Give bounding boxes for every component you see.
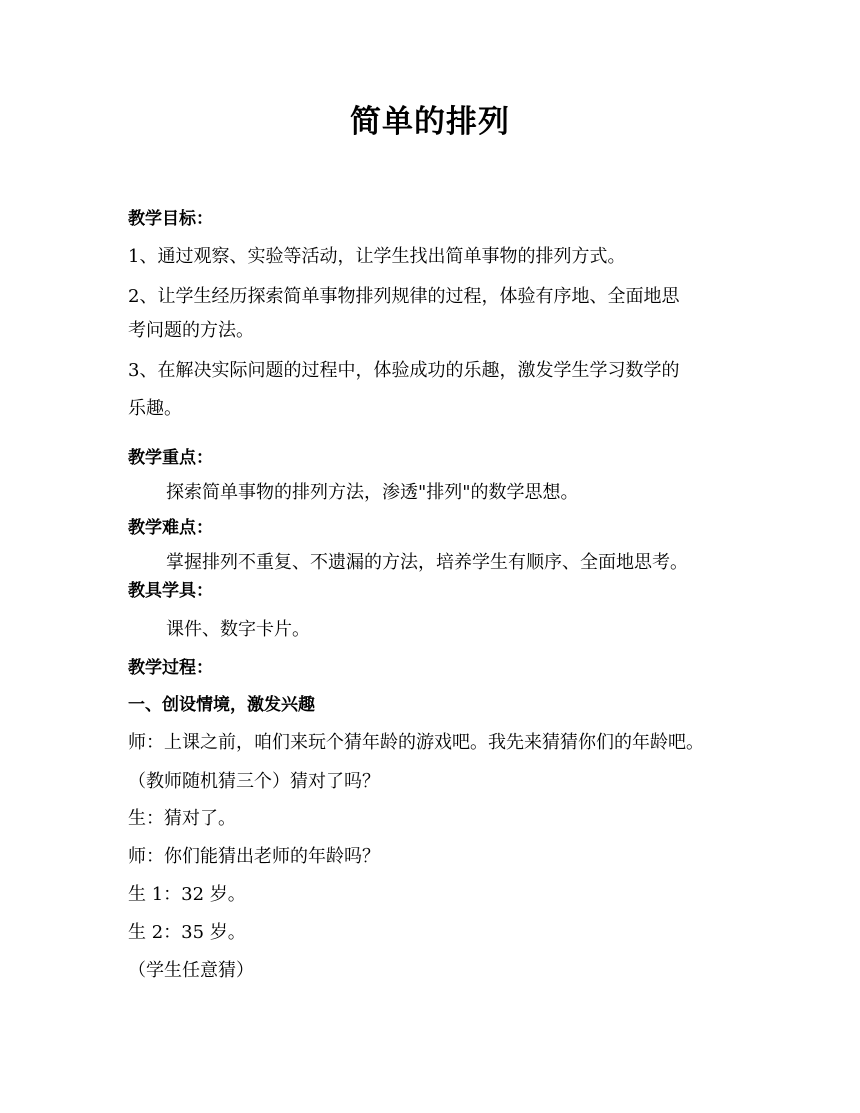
dialog-line-1: 师：上课之前，咱们来玩个猜年龄的游戏吧。我先来猜猜你们的年龄吧。	[128, 732, 704, 753]
key-points-text: 探索简单事物的排列方法，渗透"排列"的数学思想。	[166, 482, 579, 503]
dialog-line-6: 生 2：35 岁。	[128, 922, 246, 943]
dialog-line-2: （教师随机猜三个）猜对了吗？	[128, 771, 380, 792]
goal-item-3-line-1: 3、在解决实际问题的过程中，体验成功的乐趣，激发学生学习数学的	[128, 360, 680, 381]
document-title: 简单的排列	[350, 104, 510, 140]
difficulty-heading: 教学难点：	[128, 518, 213, 538]
tools-text: 课件、数字卡片。	[166, 619, 310, 640]
goals-heading: 教学目标：	[128, 209, 213, 229]
dialog-line-3: 生：猜对了。	[128, 808, 236, 829]
goal-item-2-line-1: 2、让学生经历探索简单事物排列规律的过程，体验有序地、全面地思	[128, 286, 680, 307]
goal-item-1: 1、通过观察、实验等活动，让学生找出简单事物的排列方式。	[128, 246, 626, 267]
step-1-heading: 一、创设情境，激发兴趣	[128, 695, 315, 715]
goal-item-3-line-2: 乐趣。	[128, 398, 182, 419]
dialog-line-4: 师：你们能猜出老师的年龄吗？	[128, 846, 380, 867]
difficulty-text: 掌握排列不重复、不遗漏的方法，培养学生有顺序、全面地思考。	[166, 552, 688, 573]
tools-heading: 教具学具：	[128, 581, 213, 601]
dialog-line-5: 生 1：32 岁。	[128, 884, 246, 905]
key-points-heading: 教学重点：	[128, 448, 213, 468]
dialog-line-7: （学生任意猜）	[128, 960, 254, 981]
process-heading: 教学过程：	[128, 658, 213, 678]
goal-item-2-line-2: 考问题的方法。	[128, 320, 254, 341]
